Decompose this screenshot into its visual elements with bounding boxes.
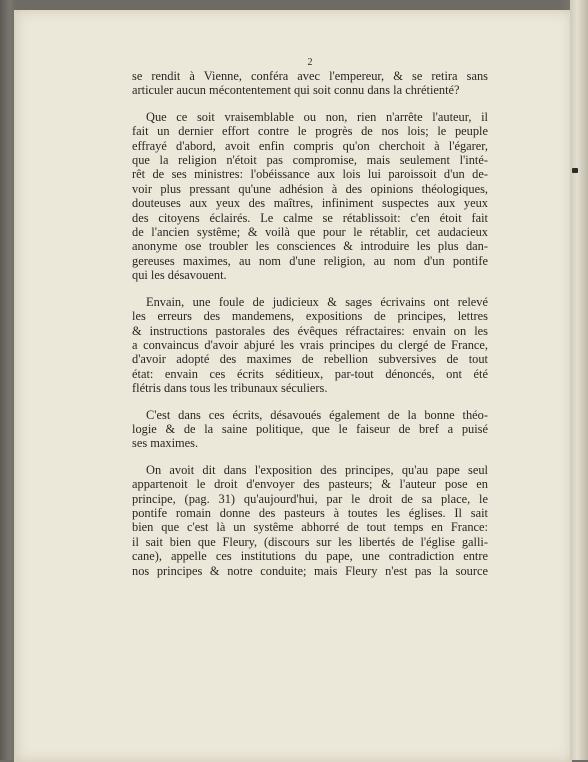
text-line: bien que c'est là un systême abhorré de tout temps en France: <box>132 520 488 535</box>
text-line: articuler aucun mécontentement qui soit connu dans la chrétienté? <box>132 83 460 98</box>
text-line: d'avoir adopté des maximes de rebellion subversives de tout <box>132 352 488 367</box>
text-line: rêt de ses ministres: l'obéissance aux lois lui paroissoit d'un de- <box>132 167 488 182</box>
text-line: logie & de la saine politique, que le faiseur de bref a puisé <box>132 421 488 436</box>
text-line: Que ce soit vraisemblable ou non, rien n'arrête l'auteur, il <box>146 109 488 124</box>
paragraph-2 <box>132 110 488 283</box>
text-line: On avoit dit dans l'exposition des principes, qu'au pape seul <box>146 462 488 477</box>
paragraph-3 <box>132 295 488 396</box>
text-line: ses maximes. <box>132 436 199 451</box>
page-number: 2 <box>307 57 313 68</box>
text-line: de l'ancien systême; & voilà que pour le rétablir, cet audacieux <box>132 225 488 240</box>
page-text <box>132 58 488 590</box>
text-line: état: envain ces écrits séditieux, par-tout dénoncés, ont été <box>132 366 488 381</box>
text-line: qui les désavouent. <box>132 268 227 283</box>
text-line: les erreurs des mandemens, expositions de principes, lettres <box>132 309 488 324</box>
text-line: pontife romain donne des pasteurs à toutes les églises. Il sait <box>132 505 488 520</box>
text-line: C'est dans ces écrits, désavoués également de la bonne théo- <box>146 407 488 422</box>
ink-mark <box>572 168 578 173</box>
text-line: se rendit à Vienne, conféra avec l'empereur, & se retira sans <box>132 69 488 83</box>
text-line: Envain, une foule de judicieux & sages écrivains ont relevé <box>146 294 488 309</box>
text-line: flétris dans tous les tribunaux séculiers. <box>132 381 328 396</box>
text-line: anonyme ose troubler les consciences & introduire les plus dan- <box>132 239 488 254</box>
text-line: cane), appelle ces institutions du pape, une contradiction entre <box>132 549 488 564</box>
text-line: & instructions pastorales des évêques réfractaires: envain on les <box>132 323 488 338</box>
text-line: effrayé d'abord, avoit enfin compris qu'on cherchoit à l'égarer, <box>132 138 488 153</box>
text-line: voir plus pressant qu'une adhésion à des opinions théologiques, <box>132 181 488 196</box>
text-line: il sait bien que Fleury, (discours sur les libertés de l'église galli- <box>132 534 488 549</box>
text-line: que la religion n'étoit pas compromise, mais seulement l'inté- <box>132 153 488 168</box>
text-line: appartenoit le droit d'envoyer des pasteurs; & l'auteur pose en <box>132 477 488 492</box>
text-line: nos principes & notre conduite; mais Fleury n'est pas la source <box>132 563 488 578</box>
paragraph-1 <box>132 69 488 98</box>
text-line: gereuses maximes, au nom d'une religion, au nom d'un pontife <box>132 253 488 268</box>
facing-page-edge <box>570 0 588 760</box>
paragraph-4 <box>132 408 488 451</box>
paragraph-5 <box>132 463 488 578</box>
text-line: a convaincus d'avoir abjuré les vrais principes du clergé de France, <box>132 337 488 352</box>
text-line: principe, (pag. 31) qu'aujourd'hui, par le droit de sa place, le <box>132 491 488 506</box>
text-line: des citoyens éclairés. Le calme se rétablissoit: c'en étoit fait <box>132 210 488 225</box>
text-line: douteuses aux yeux des maîtres, infiniment suspectes aux yeux <box>132 196 488 211</box>
text-line: fait un dernier effort contre le progrès de nos lois; le peuple <box>132 124 488 139</box>
